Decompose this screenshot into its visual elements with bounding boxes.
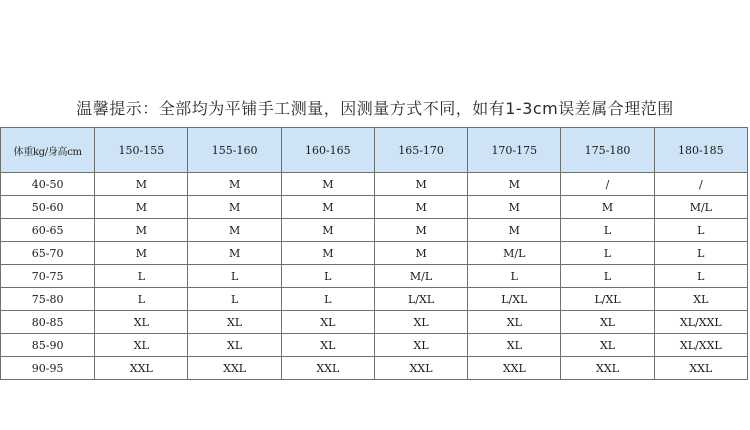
size-cell: M/L xyxy=(468,242,561,265)
size-cell: L/XL xyxy=(561,288,654,311)
size-cell: L xyxy=(561,219,654,242)
size-cell: XL xyxy=(188,311,281,334)
table-row xyxy=(1,288,748,311)
corner-header: 体重kg/身高cm xyxy=(1,128,95,173)
size-cell: M xyxy=(468,196,561,219)
size-cell: M xyxy=(281,242,374,265)
header-row xyxy=(1,128,748,173)
size-cell: M xyxy=(281,219,374,242)
size-cell: L xyxy=(95,265,188,288)
size-cell: M xyxy=(468,173,561,196)
size-cell: L xyxy=(188,265,281,288)
size-cell: XXL xyxy=(188,357,281,380)
weight-cell: 85-90 xyxy=(1,334,95,357)
table-row xyxy=(1,173,748,196)
table-row xyxy=(1,242,748,265)
size-cell: XL xyxy=(188,334,281,357)
weight-cell: 40-50 xyxy=(1,173,95,196)
size-cell: M xyxy=(95,242,188,265)
size-cell: M xyxy=(188,242,281,265)
size-cell: XL xyxy=(561,311,654,334)
size-cell: L xyxy=(561,242,654,265)
table-row xyxy=(1,311,748,334)
weight-cell: 70-75 xyxy=(1,265,95,288)
height-header: 150-155 xyxy=(95,128,188,173)
table-row xyxy=(1,265,748,288)
size-cell: M xyxy=(468,219,561,242)
size-cell: XL xyxy=(561,334,654,357)
size-cell: XXL xyxy=(468,357,561,380)
size-cell: XXL xyxy=(95,357,188,380)
size-cell: M xyxy=(374,219,467,242)
size-cell: XL xyxy=(95,311,188,334)
size-cell: M xyxy=(374,242,467,265)
size-cell: M/L xyxy=(374,265,467,288)
size-cell: XL xyxy=(95,334,188,357)
size-cell: L/XL xyxy=(374,288,467,311)
size-cell: M xyxy=(188,173,281,196)
size-cell: L xyxy=(654,242,747,265)
size-cell: XL/XXL xyxy=(654,311,747,334)
size-cell: L/XL xyxy=(468,288,561,311)
weight-cell: 80-85 xyxy=(1,311,95,334)
table-row xyxy=(1,196,748,219)
size-cell: XXL xyxy=(561,357,654,380)
size-cell: L xyxy=(654,219,747,242)
size-cell: M xyxy=(188,196,281,219)
weight-cell: 90-95 xyxy=(1,357,95,380)
size-cell: M xyxy=(95,173,188,196)
size-cell: L xyxy=(188,288,281,311)
height-header: 155-160 xyxy=(188,128,281,173)
size-cell: M xyxy=(281,196,374,219)
size-cell: XL xyxy=(654,288,747,311)
size-cell: L xyxy=(468,265,561,288)
size-cell: XXL xyxy=(374,357,467,380)
weight-cell: 50-60 xyxy=(1,196,95,219)
size-cell: M xyxy=(95,219,188,242)
size-chart-header xyxy=(1,128,748,173)
size-cell: / xyxy=(561,173,654,196)
size-cell: XL xyxy=(281,334,374,357)
size-chart-table xyxy=(0,127,748,380)
table-row xyxy=(1,219,748,242)
size-cell: XL xyxy=(468,311,561,334)
weight-cell: 60-65 xyxy=(1,219,95,242)
size-cell: XL xyxy=(374,334,467,357)
weight-cell: 65-70 xyxy=(1,242,95,265)
size-cell: L xyxy=(654,265,747,288)
size-chart-body xyxy=(1,173,748,380)
size-cell: L xyxy=(281,288,374,311)
height-header: 165-170 xyxy=(374,128,467,173)
size-cell: XXL xyxy=(281,357,374,380)
size-cell: M xyxy=(281,173,374,196)
size-cell: XL/XXL xyxy=(654,334,747,357)
size-cell: L xyxy=(561,265,654,288)
measurement-notice: 温馨提示：全部均为平铺手工测量，因测量方式不同，如有1-3cm误差属合理范围 xyxy=(76,99,674,118)
size-cell: L xyxy=(281,265,374,288)
height-header: 170-175 xyxy=(468,128,561,173)
weight-cell: 75-80 xyxy=(1,288,95,311)
height-header: 175-180 xyxy=(561,128,654,173)
height-header: 180-185 xyxy=(654,128,747,173)
size-cell: XL xyxy=(281,311,374,334)
size-cell: M xyxy=(561,196,654,219)
size-cell: L xyxy=(95,288,188,311)
size-cell: M xyxy=(95,196,188,219)
size-cell: M xyxy=(188,219,281,242)
size-cell: M/L xyxy=(654,196,747,219)
size-cell: / xyxy=(654,173,747,196)
size-cell: XL xyxy=(468,334,561,357)
size-cell: M xyxy=(374,173,467,196)
size-cell: XXL xyxy=(654,357,747,380)
size-cell: XL xyxy=(374,311,467,334)
size-cell: M xyxy=(374,196,467,219)
table-row xyxy=(1,357,748,380)
height-header: 160-165 xyxy=(281,128,374,173)
table-row xyxy=(1,334,748,357)
